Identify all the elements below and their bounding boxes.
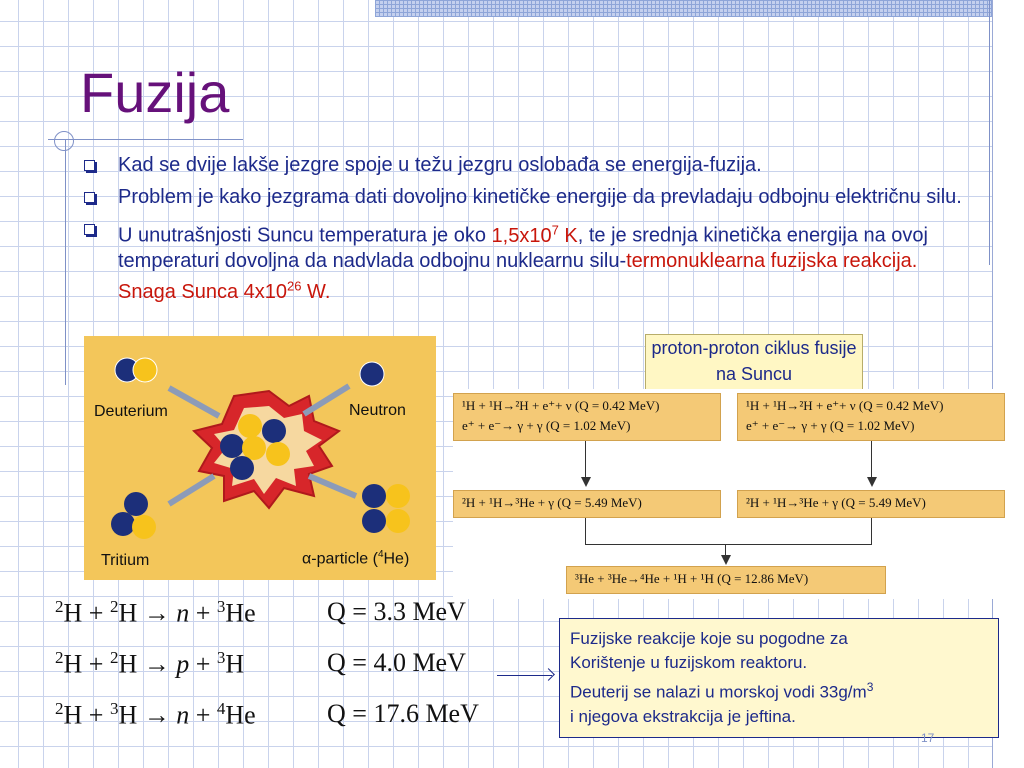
deuterium-label: Deuterium	[94, 403, 168, 420]
square-bullet-icon	[84, 224, 95, 235]
q-value: Q = 4.0 MeV	[327, 648, 466, 677]
bullet-item	[82, 153, 962, 178]
reaction-box: ¹H + ¹H→²H + e⁺+ ν (Q = 0.42 MeV) e⁺ + e⁻→ γ + γ (Q = 1.02 MeV)	[453, 393, 721, 441]
note-box: Fuzijske reakcije koje su pogodne za Korištenje u fuzijskom reaktoru. Deuterij se nalazi u morskoj vodi $33g/m^3$ i njegova ekstrakcija je jeftina.	[559, 618, 999, 738]
arrow-right-icon	[542, 668, 555, 681]
pp-cycle-label: proton-proton ciklus fusije na Suncu	[645, 334, 863, 392]
bullet-item: U unutrašnjosti Suncu temperatura je oko $1,5x10^7$ K, te je srednja kinetička energija na ovoj temperaturi dovoljna da nadvlada odbojnu nuklearnu silu-termonuklearna fuzijska reakcija. Snaga Sunca $4x10^{26}$ W.	[82, 217, 962, 305]
bullet-text: U unutrašnjosti Suncu temperatura je oko	[118, 224, 492, 247]
flow-line	[585, 518, 586, 544]
top-decor-band	[375, 0, 1024, 17]
tritium-label: Tritium	[101, 552, 150, 569]
slide-title: Fuzija	[80, 61, 230, 124]
bullet-text: Problem je kako jezgrama dati dovoljno kinetičke energije da prevladaju odbojnu električnu silu.	[118, 186, 962, 208]
fusion-equation: $^2$H + $^2$H → p + $^3$H Q = 4.0 MeV	[55, 648, 466, 679]
decor-circle	[54, 131, 74, 151]
fusion-reaction-image	[84, 336, 436, 580]
pp-chain-diagram	[453, 389, 1018, 599]
decor-line	[65, 140, 66, 385]
square-bullet-icon	[84, 192, 95, 203]
bullet-item	[82, 185, 962, 210]
bullet-list	[82, 153, 962, 312]
sun-power: termonuklearna fuzijska reakcija. Snaga Sunca $4x10^{26}$ W.	[118, 249, 918, 304]
alpha-particle-label: α-particle ($^4$He)	[302, 549, 410, 568]
flow-arrow-icon	[581, 477, 591, 487]
flow-arrow-icon	[867, 477, 877, 487]
page-number: 17	[921, 731, 935, 745]
sun-temperature: $1,5x10^7$ K	[491, 222, 578, 247]
decor-line	[48, 139, 243, 140]
q-value: Q = 3.3 MeV	[327, 597, 466, 626]
reaction-box: ³He + ³He→⁴He + ¹H + ¹H (Q = 12.86 MeV)	[566, 566, 886, 594]
flow-arrow-icon	[721, 555, 731, 565]
flow-line	[871, 441, 872, 481]
neutron-label: Neutron	[349, 402, 406, 419]
fusion-diagram-graphic	[84, 336, 436, 580]
reaction-box: ²H + ¹H→³He + γ (Q = 5.49 MeV)	[737, 490, 1005, 518]
flow-line	[871, 518, 872, 544]
reaction-box: ²H + ¹H→³He + γ (Q = 5.49 MeV)	[453, 490, 721, 518]
reaction-box: ¹H + ¹H→²H + e⁺+ ν (Q = 0.42 MeV) e⁺ + e⁻→ γ + γ (Q = 1.02 MeV)	[737, 393, 1005, 441]
flow-line	[585, 544, 872, 545]
flow-line	[585, 441, 586, 481]
square-bullet-icon	[84, 160, 95, 171]
decor-line	[989, 0, 990, 265]
bullet-text: Kad se dvije lakše jezgre spoje u težu jezgru oslobađa se energija-fuzija.	[118, 154, 762, 176]
fusion-equation: $^2$H + $^3$H → n + $^4$He Q = 17.6 MeV	[55, 699, 479, 730]
q-value: Q = 17.6 MeV	[327, 699, 479, 728]
fusion-equation: $^2$H + $^2$H → n + $^3$He Q = 3.3 MeV	[55, 597, 466, 628]
